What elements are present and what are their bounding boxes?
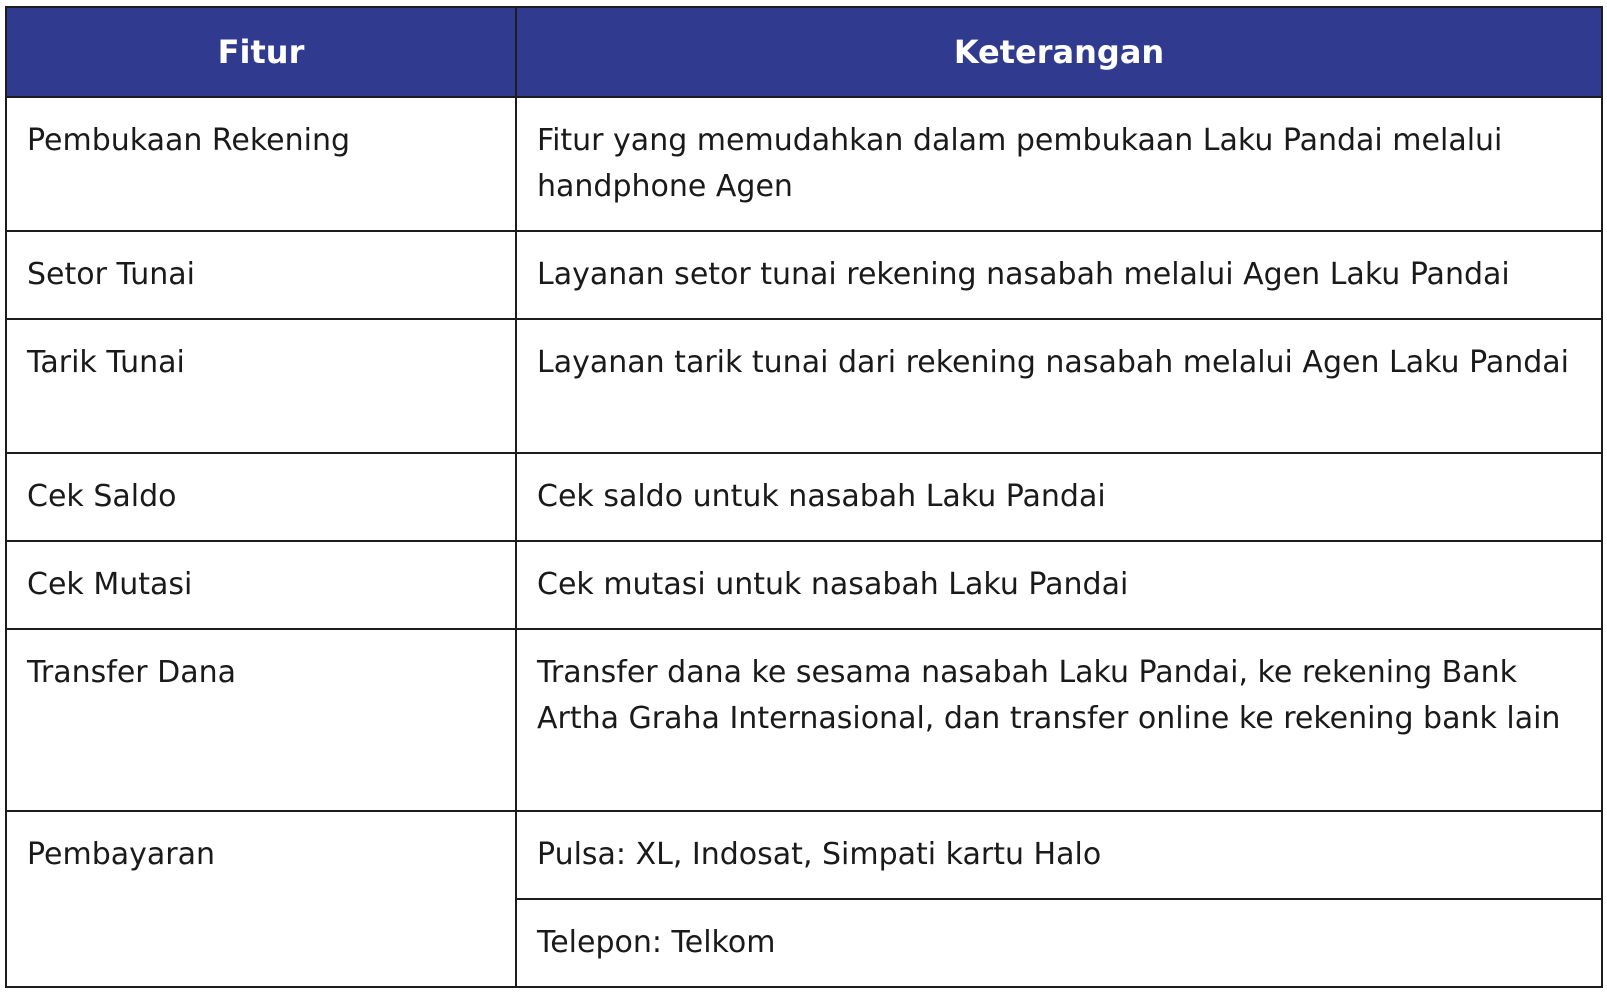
table-header (6, 7, 1602, 97)
description-cell: Cek mutasi untuk nasabah Laku Pandai (516, 541, 1602, 629)
table-row (6, 541, 1602, 629)
header-keterangan: Keterangan (516, 7, 1602, 97)
feature-cell: Setor Tunai (6, 231, 516, 319)
feature-cell: Tarik Tunai (6, 319, 516, 453)
table-row (6, 811, 1602, 899)
table-row (6, 453, 1602, 541)
description-cell: Fitur yang memudahkan dalam pembukaan Laku Pandai melalui handphone Agen (516, 97, 1602, 231)
feature-cell: Pembukaan Rekening (6, 97, 516, 231)
description-cell: Pulsa: XL, Indosat, Simpati kartu Halo (516, 811, 1602, 899)
table-row (6, 629, 1602, 811)
description-cell: Layanan tarik tunai dari rekening nasabah melalui Agen Laku Pandai (516, 319, 1602, 453)
description-cell: Telepon: Telkom (516, 899, 1602, 987)
feature-cell: Cek Saldo (6, 453, 516, 541)
header-row (6, 7, 1602, 97)
description-cell: Transfer dana ke sesama nasabah Laku Pandai, ke rekening Bank Artha Graha Internasional, dan transfer online ke rekening bank lain (516, 629, 1602, 811)
table-row (6, 97, 1602, 231)
description-cell: Cek saldo untuk nasabah Laku Pandai (516, 453, 1602, 541)
header-fitur: Fitur (6, 7, 516, 97)
feature-cell: Pembayaran (6, 811, 516, 987)
description-cell: Layanan setor tunai rekening nasabah melalui Agen Laku Pandai (516, 231, 1602, 319)
table-row (6, 319, 1602, 453)
feature-table-container (5, 6, 1601, 988)
feature-cell: Transfer Dana (6, 629, 516, 811)
table-row (6, 231, 1602, 319)
feature-cell: Cek Mutasi (6, 541, 516, 629)
feature-table (5, 6, 1603, 988)
table-body (6, 97, 1602, 987)
